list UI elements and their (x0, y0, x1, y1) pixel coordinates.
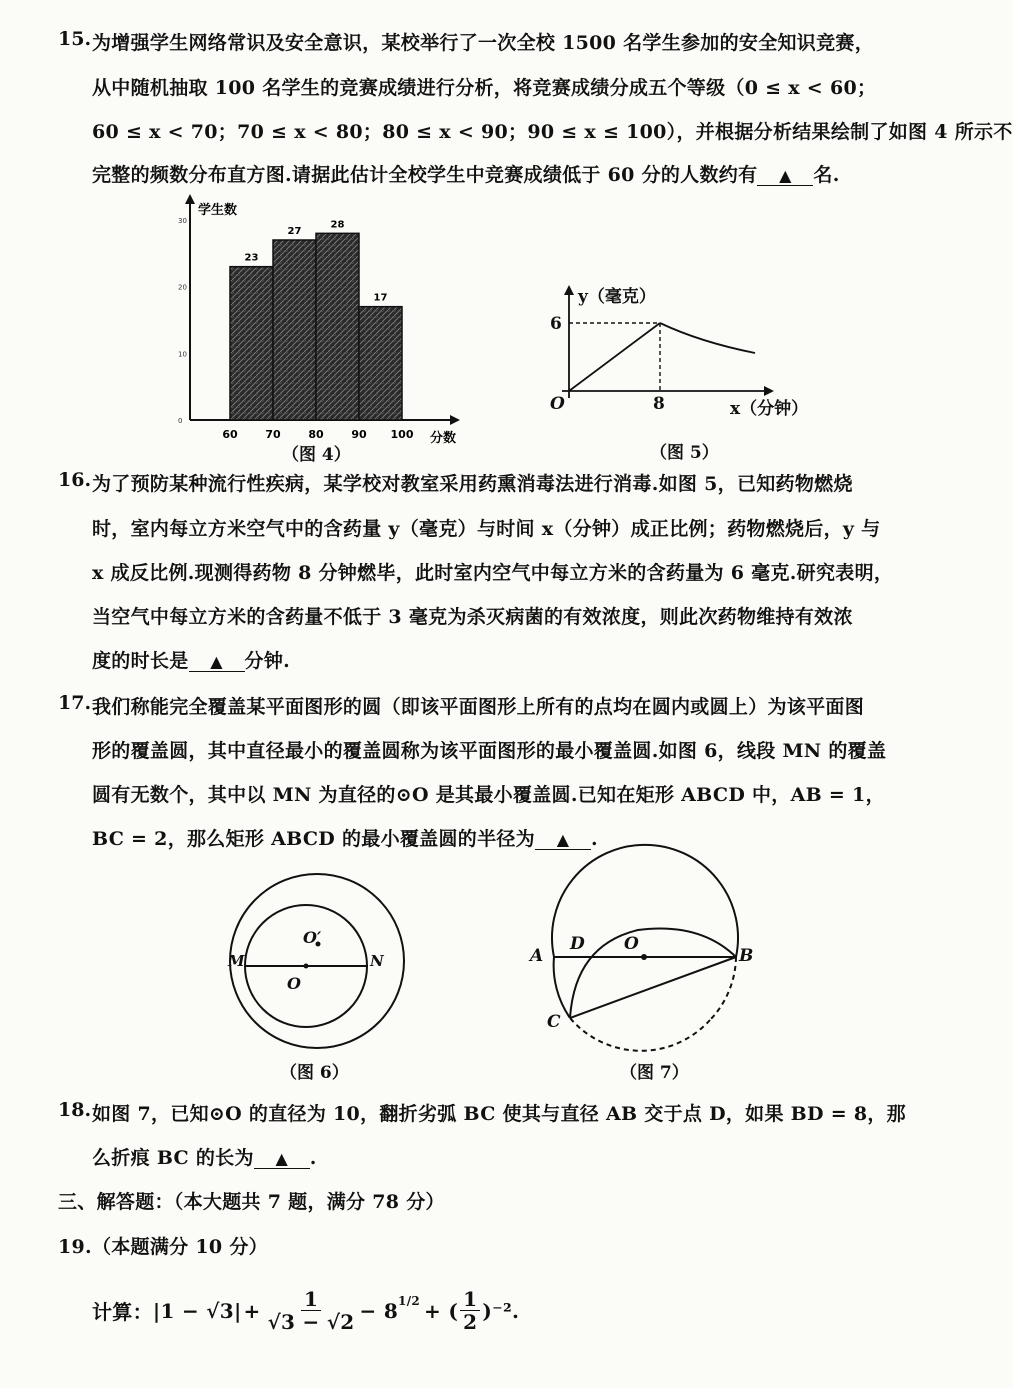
q19-tail: )⁻². (482, 1298, 520, 1323)
fig5-y-mark: 6 (550, 314, 562, 334)
q18-answer-blank (254, 1150, 310, 1169)
fig7-label-C: C (547, 1012, 561, 1032)
q18-line2-end: . (309, 1147, 317, 1169)
blank-triangle-icon: ▲ (275, 1149, 289, 1168)
hist-x-arrow-icon (450, 415, 460, 425)
q19-exponent-half: 1/2 (398, 1293, 421, 1308)
fig5-x-mark: 8 (653, 394, 665, 414)
q19-fraction (265, 1288, 358, 1333)
q15-number: 15. (58, 28, 92, 50)
q15-line1: 为增强学生网络常识及安全意识，某校举行了一次全校 1500 名学生参加的安全知识竞赛， (92, 32, 875, 54)
fig7-circle-left-lower (554, 957, 570, 1018)
hist-y-tick-label: 10 (178, 350, 187, 359)
hist-bar-value-label: 23 (244, 252, 259, 264)
hist-x-label: 分数 (429, 431, 457, 446)
q17-number: 17. (58, 692, 92, 714)
hist-x-tick-label: 90 (351, 428, 367, 441)
figure-4-caption: （图 4） (282, 445, 351, 465)
fig7-circle-upper-right (710, 957, 736, 1020)
q17-line3: 圆有无数个，其中以 MN 为直径的⊙O 是其最小覆盖圆.已知在矩形 ABCD 中，AB = 1， (92, 784, 885, 806)
q15-line4-text: 完整的频数分布直方图.请据此估计全校学生中竞赛成绩低于 60 分的人数约有 (92, 164, 758, 186)
q19-half-numerator: 1 (460, 1288, 480, 1311)
q19-abs-term: |1 − √3| (152, 1298, 242, 1323)
q19-minus-eight: − 8 (359, 1298, 399, 1323)
hist-y-tick-label: 20 (178, 283, 187, 292)
figure-6-caption: （图 6） (280, 1063, 349, 1083)
fig5-y-label: y（毫克） (578, 287, 656, 307)
fig7-chord-BC (570, 957, 736, 1018)
q19-heading: 19.（本题满分 10 分） (58, 1236, 268, 1258)
hist-y-tick-label: 0 (178, 417, 183, 425)
fig6-label-N: N (370, 952, 384, 970)
fig7-folded-arc (570, 929, 736, 1018)
hist-y-arrow-icon (185, 194, 195, 204)
hist-y-label: 学生数 (198, 203, 238, 218)
q17-line2: 形的覆盖圆，其中直径最小的覆盖圆称为该平面图形的最小覆盖圆.如图 6，线段 MN 的覆盖 (92, 740, 887, 762)
q17-line4 (92, 824, 598, 851)
q19-half-denominator: 2 (463, 1310, 478, 1334)
hist-bar-value-label: 28 (330, 219, 345, 231)
fig5-rising-line (569, 323, 660, 391)
q19-calc-label: 计算： (92, 1300, 153, 1324)
hist-y-tick-label: 30 (178, 217, 187, 225)
blank-triangle-icon: ▲ (556, 830, 570, 849)
q17-line4-end: . (591, 828, 598, 850)
q15-line2: 从中随机抽取 100 名学生的竞赛成绩进行分析，将竞赛成绩分成五个等级（0 ≤ x < 60； (92, 77, 877, 99)
q15-answer-blank (757, 167, 813, 186)
hist-x-tick-label: 60 (222, 428, 238, 441)
blank-triangle-icon: ▲ (210, 652, 223, 671)
hist-x-tick-label: 70 (265, 428, 281, 441)
hist-bar (316, 233, 359, 420)
q19-expression (92, 1288, 519, 1333)
fig6-label-O-prime: O′ (303, 928, 322, 947)
q15-line4-end: 名. (813, 164, 840, 186)
fig6-label-M: M (228, 952, 245, 970)
q18-number: 18. (58, 1099, 92, 1121)
q16-line5 (92, 646, 290, 673)
fig5-origin: O (550, 394, 565, 414)
fig5-decay-curve (660, 323, 755, 353)
q19-plus-2: + ( (424, 1298, 459, 1323)
fig7-label-O: O (624, 934, 639, 954)
hist-bar-value-label: 27 (287, 226, 302, 237)
figure-5-caption: （图 5） (650, 443, 719, 463)
hist-bar-value-label: 17 (373, 292, 388, 304)
q16-line4: 当空气中每立方米的含药量不低于 3 毫克为杀灭病菌的有效浓度，则此次药物维持有效浓 (92, 606, 853, 628)
q16-line2: 时，室内每立方米空气中的含药量 y（毫克）与时间 x（分钟）成正比例；药物燃烧后，y 与 (92, 518, 881, 540)
fig7-label-B: B (739, 946, 754, 966)
fig6-label-O: O (287, 974, 301, 993)
q16-answer-blank (189, 653, 245, 672)
q15-line3: 60 ≤ x < 70；70 ≤ x < 80；80 ≤ x < 90；90 ≤ x ≤ 100），并根据分析结果绘制了如图 4 所示不 (92, 121, 1013, 143)
hist-bar (359, 307, 402, 420)
q16-line5-end: 分钟. (244, 650, 291, 672)
q19-plus-1: + (243, 1298, 261, 1323)
q19-fraction-denominator: √3 − √2 (267, 1310, 355, 1334)
q18-line2 (92, 1143, 317, 1170)
fig5-y-arrow-icon (564, 285, 574, 295)
q16-number: 16. (58, 469, 92, 491)
histogram-figure-4 (160, 190, 470, 450)
fig5-x-label: x（分钟） (730, 399, 809, 419)
circle-figure-7 (540, 860, 750, 1060)
q16-line3: x 成反比例.现测得药物 8 分钟燃毕，此时室内空气中每立方米的含药量为 6 毫克.研究表明， (92, 562, 894, 584)
fig7-label-D: D (570, 934, 585, 954)
hist-bar (273, 240, 316, 420)
q17-line1: 我们称能完全覆盖某平面图形的圆（即该平面图形上所有的点均在圆内或圆上）为该平面图 (92, 696, 865, 718)
fig7-circle-dashed-lower (570, 1018, 710, 1051)
figure-7-caption: （图 7） (620, 1063, 689, 1083)
section-3-heading: 三、解答题：（本大题共 7 题，满分 78 分） (58, 1191, 445, 1213)
fig7-center-O (641, 954, 647, 960)
q16-line1: 为了预防某种流行性疾病，某学校对教室采用药熏消毒法进行消毒.如图 5，已知药物燃烧 (92, 473, 853, 495)
fig6-center-O (304, 964, 309, 969)
q18-line2-text: 么折痕 BC 的长为 (92, 1147, 254, 1169)
hist-x-tick-label: 80 (308, 428, 324, 441)
q19-fraction-numerator: 1 (301, 1288, 321, 1311)
hist-x-tick-label: 100 (390, 428, 414, 441)
blank-triangle-icon: ▲ (779, 166, 792, 185)
hist-bar (230, 267, 273, 420)
q17-answer-blank (535, 831, 591, 850)
q18-line1: 如图 7，已知⊙O 的直径为 10，翻折劣弧 BC 使其与直径 AB 交于点 D，如果 BD = 8，那 (92, 1103, 906, 1125)
fig7-label-A: A (530, 946, 544, 966)
q17-line4-text: BC = 2，那么矩形 ABCD 的最小覆盖圆的半径为 (92, 828, 535, 850)
q19-half-fraction (460, 1288, 480, 1333)
q16-line5-text: 度的时长是 (92, 650, 189, 672)
q15-line4 (92, 160, 840, 187)
